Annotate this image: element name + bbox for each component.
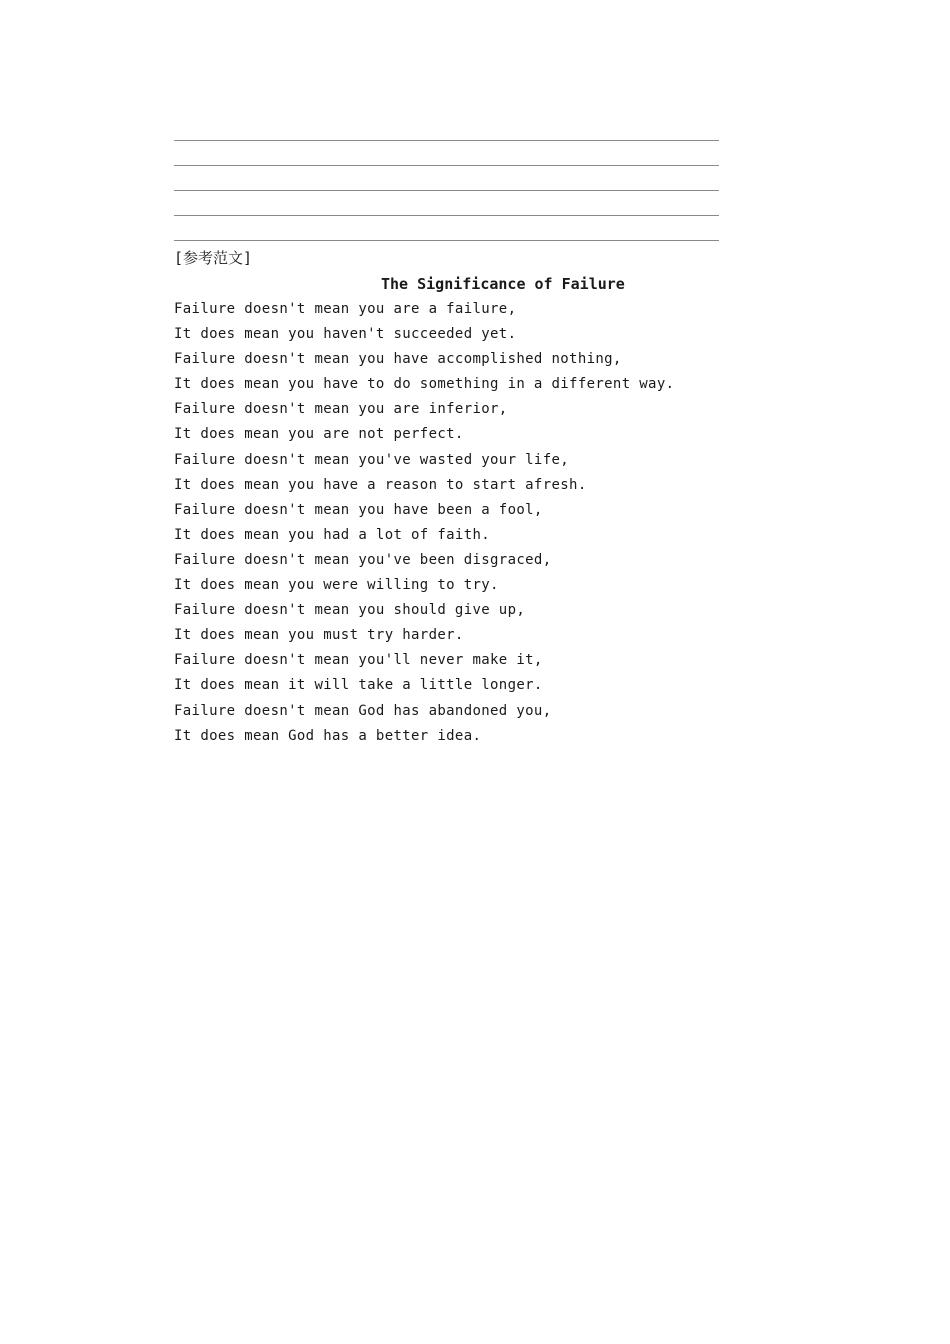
writing-line xyxy=(174,215,719,240)
essay-line: Failure doesn't mean you have accomplished nothing, xyxy=(174,351,622,368)
essay-line: Failure doesn't mean you've wasted your life, xyxy=(174,451,570,468)
essay-line: It does mean you have a reason to start afresh. xyxy=(174,476,587,493)
essay-line: Failure doesn't mean you are inferior, xyxy=(174,401,508,418)
essay-line: Failure doesn't mean you've been disgraced, xyxy=(174,551,552,568)
writing-line xyxy=(174,165,719,190)
essay-line: Failure doesn't mean you are a failure, xyxy=(174,301,517,317)
essay-line: It does mean it will take a little longer. xyxy=(174,677,543,694)
essay-line: It does mean you haven't succeeded yet. xyxy=(174,326,517,343)
essay-line: Failure doesn't mean you'll never make it, xyxy=(174,652,543,669)
essay-body xyxy=(174,299,674,751)
essay-title: The Significance of Failure xyxy=(381,275,625,293)
writing-lines xyxy=(174,140,719,265)
essay-line: It does mean you are not perfect. xyxy=(174,426,464,443)
reference-label: [参考范文] xyxy=(174,249,253,267)
essay-line: It does mean you had a lot of faith. xyxy=(174,526,491,543)
writing-line xyxy=(174,240,719,265)
writing-line xyxy=(174,190,719,215)
essay-line: It does mean God has a better idea. xyxy=(174,727,482,744)
essay-line: Failure doesn't mean God has abandoned you, xyxy=(174,702,552,719)
essay-line: Failure doesn't mean you should give up, xyxy=(174,602,526,619)
essay-line: It does mean you must try harder. xyxy=(174,627,464,644)
essay-line: It does mean you have to do something in a different way. xyxy=(174,376,675,393)
writing-line xyxy=(174,140,719,165)
essay-line: It does mean you were willing to try. xyxy=(174,577,499,594)
essay-line: Failure doesn't mean you have been a fool, xyxy=(174,501,543,518)
